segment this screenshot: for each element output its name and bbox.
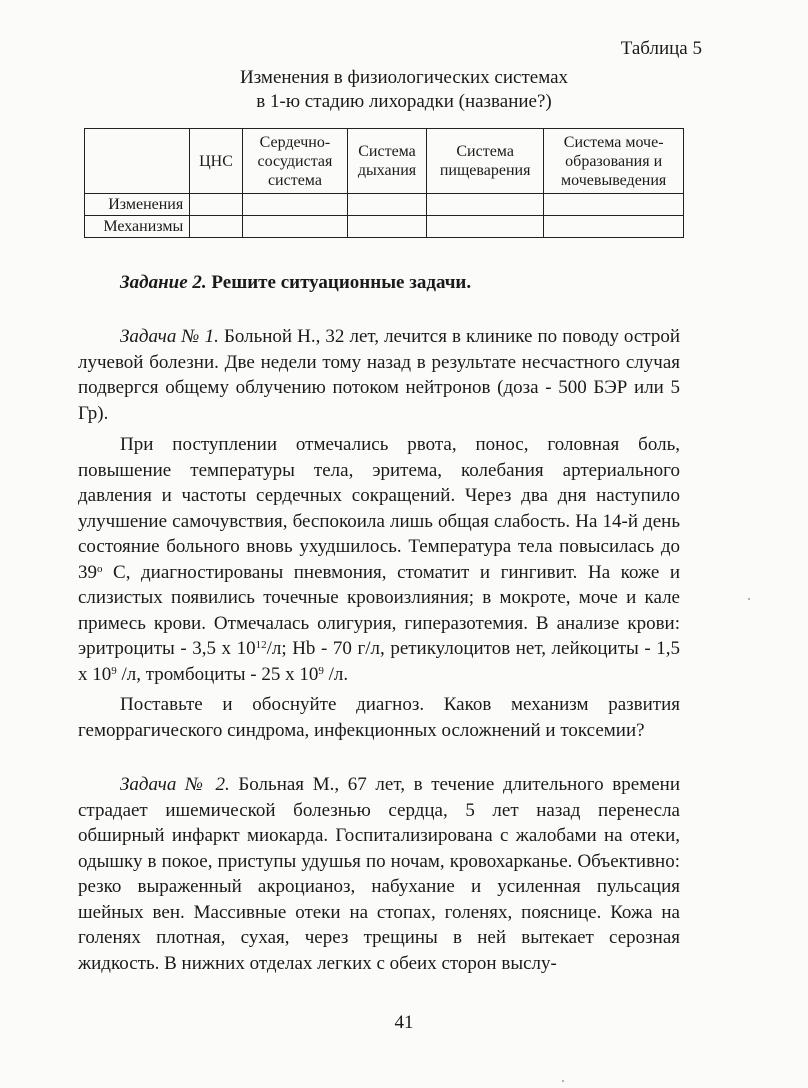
- table-cell: [190, 216, 243, 238]
- table-header-cell: Система дыхания: [348, 129, 427, 194]
- table-cell: [348, 216, 427, 238]
- table-header-cell: Сердечно-сосудистая система: [242, 129, 347, 194]
- table-caption-line-1: Изменения в физиологических системах: [239, 67, 569, 88]
- table-cell: [544, 194, 684, 216]
- task-1-findings-text: /л, тромбоциты - 25 х 10: [116, 663, 319, 685]
- table-header-cell: Система пищеварения: [426, 129, 543, 194]
- table-header-cell: Система моче-образования и мочевыведения: [544, 129, 684, 194]
- table-number-label: Таблица 5: [620, 38, 702, 59]
- table-header-row: [85, 129, 684, 194]
- table-cell: [426, 216, 543, 238]
- scan-speck: [562, 1080, 564, 1082]
- exponent: 9: [111, 664, 117, 677]
- exponent: 9: [318, 664, 324, 677]
- task-1-question-text: Поставьте и обоснуйте диагноз. Каков механизм развития геморрагического синдрома, инфекционных осложнений и токсемии?: [78, 694, 680, 741]
- page-number: 41: [394, 1012, 414, 1033]
- table-cell: [426, 194, 543, 216]
- table-cell: [242, 216, 347, 238]
- table-cell: [348, 194, 427, 216]
- table-caption-line-2: в 1-ю стадию лихорадки (название?): [256, 91, 552, 112]
- assignment-text: Решите ситуационные задачи.: [206, 272, 472, 293]
- scan-speck: [748, 598, 750, 600]
- table-row-label: Изменения: [85, 194, 190, 216]
- exponent: 12: [255, 639, 267, 651]
- table-row-label: Механизмы: [85, 216, 190, 238]
- table-caption: [0, 66, 808, 114]
- task-1-label: Задача № 1.: [120, 326, 219, 347]
- assignment-label: Задание 2.: [120, 272, 207, 293]
- task-1-findings-text: /л; Hb - 70 г/л, ретикулоцитов нет, лейкоциты - 1,5 х 10: [78, 638, 681, 685]
- assignment-heading: [120, 272, 471, 294]
- task-1-intro: [78, 324, 680, 426]
- task-1-findings-text: С, диагностированы пневмония, стоматит и гингивит. На коже и слизистых появились точечные кровоизлияния; в мокроте, моче и кале примесь крови. Отмечалась олигурия, гиперазотемия. В анализе крови: эритроциты - 3,5 х 10: [78, 561, 680, 659]
- task-1-findings-text: При поступлении отмечались рвота, понос, головная боль, повышение температуры тела, эритема, колебания артериального давления и частоты сердечных сокращений. Через два дня наступило улучшение самочувствия, беспокоила лишь общая слабость. На 14-й день состояние больного вновь ухудшилось. Температура тела повысилась до 39: [78, 434, 680, 583]
- task-2-text: Больная М., 67 лет, в течение длительного времени страдает ишемической болезнью сердца, 5 лет назад перенесла обширный инфаркт миокарда. Госпитализирована с жалобами на отеки, одышку в покое, приступы удушья по ночам, кровохарканье. Объективно: резко выраженный акроцианоз, набухание и усиленная пульсация шейных вен. Массивные отеки на стопах, голенях, пояснице. Кожа на голенях плотная, сухая, через трещины в ней вытекает серозная жидкость. В нижних отделах легких с обеих сторон выслу-: [78, 774, 680, 974]
- task-1-findings-text: /л.: [323, 663, 349, 685]
- table-cell: [190, 194, 243, 216]
- table-header-cell: [85, 129, 190, 194]
- table-row: [85, 216, 684, 238]
- table-header-cell: ЦНС: [190, 129, 243, 194]
- table-cell: [242, 194, 347, 216]
- task-2: [78, 772, 680, 976]
- task-1-findings: [78, 432, 680, 687]
- table-cell: [544, 216, 684, 238]
- task-1-intro-text: Больной Н., 32 лет, лечится в клинике по поводу острой лучевой болезни. Две недели тому назад в результате несчастного случая подвергся общему облучению потоком нейтронов (доза - 500 БЭР или 5 Гр).: [78, 326, 680, 424]
- degree-mark: о: [97, 562, 103, 575]
- task-2-label: Задача № 2.: [120, 774, 230, 795]
- physiology-table: [84, 128, 684, 238]
- task-1-question: [78, 692, 680, 743]
- table-row: [85, 194, 684, 216]
